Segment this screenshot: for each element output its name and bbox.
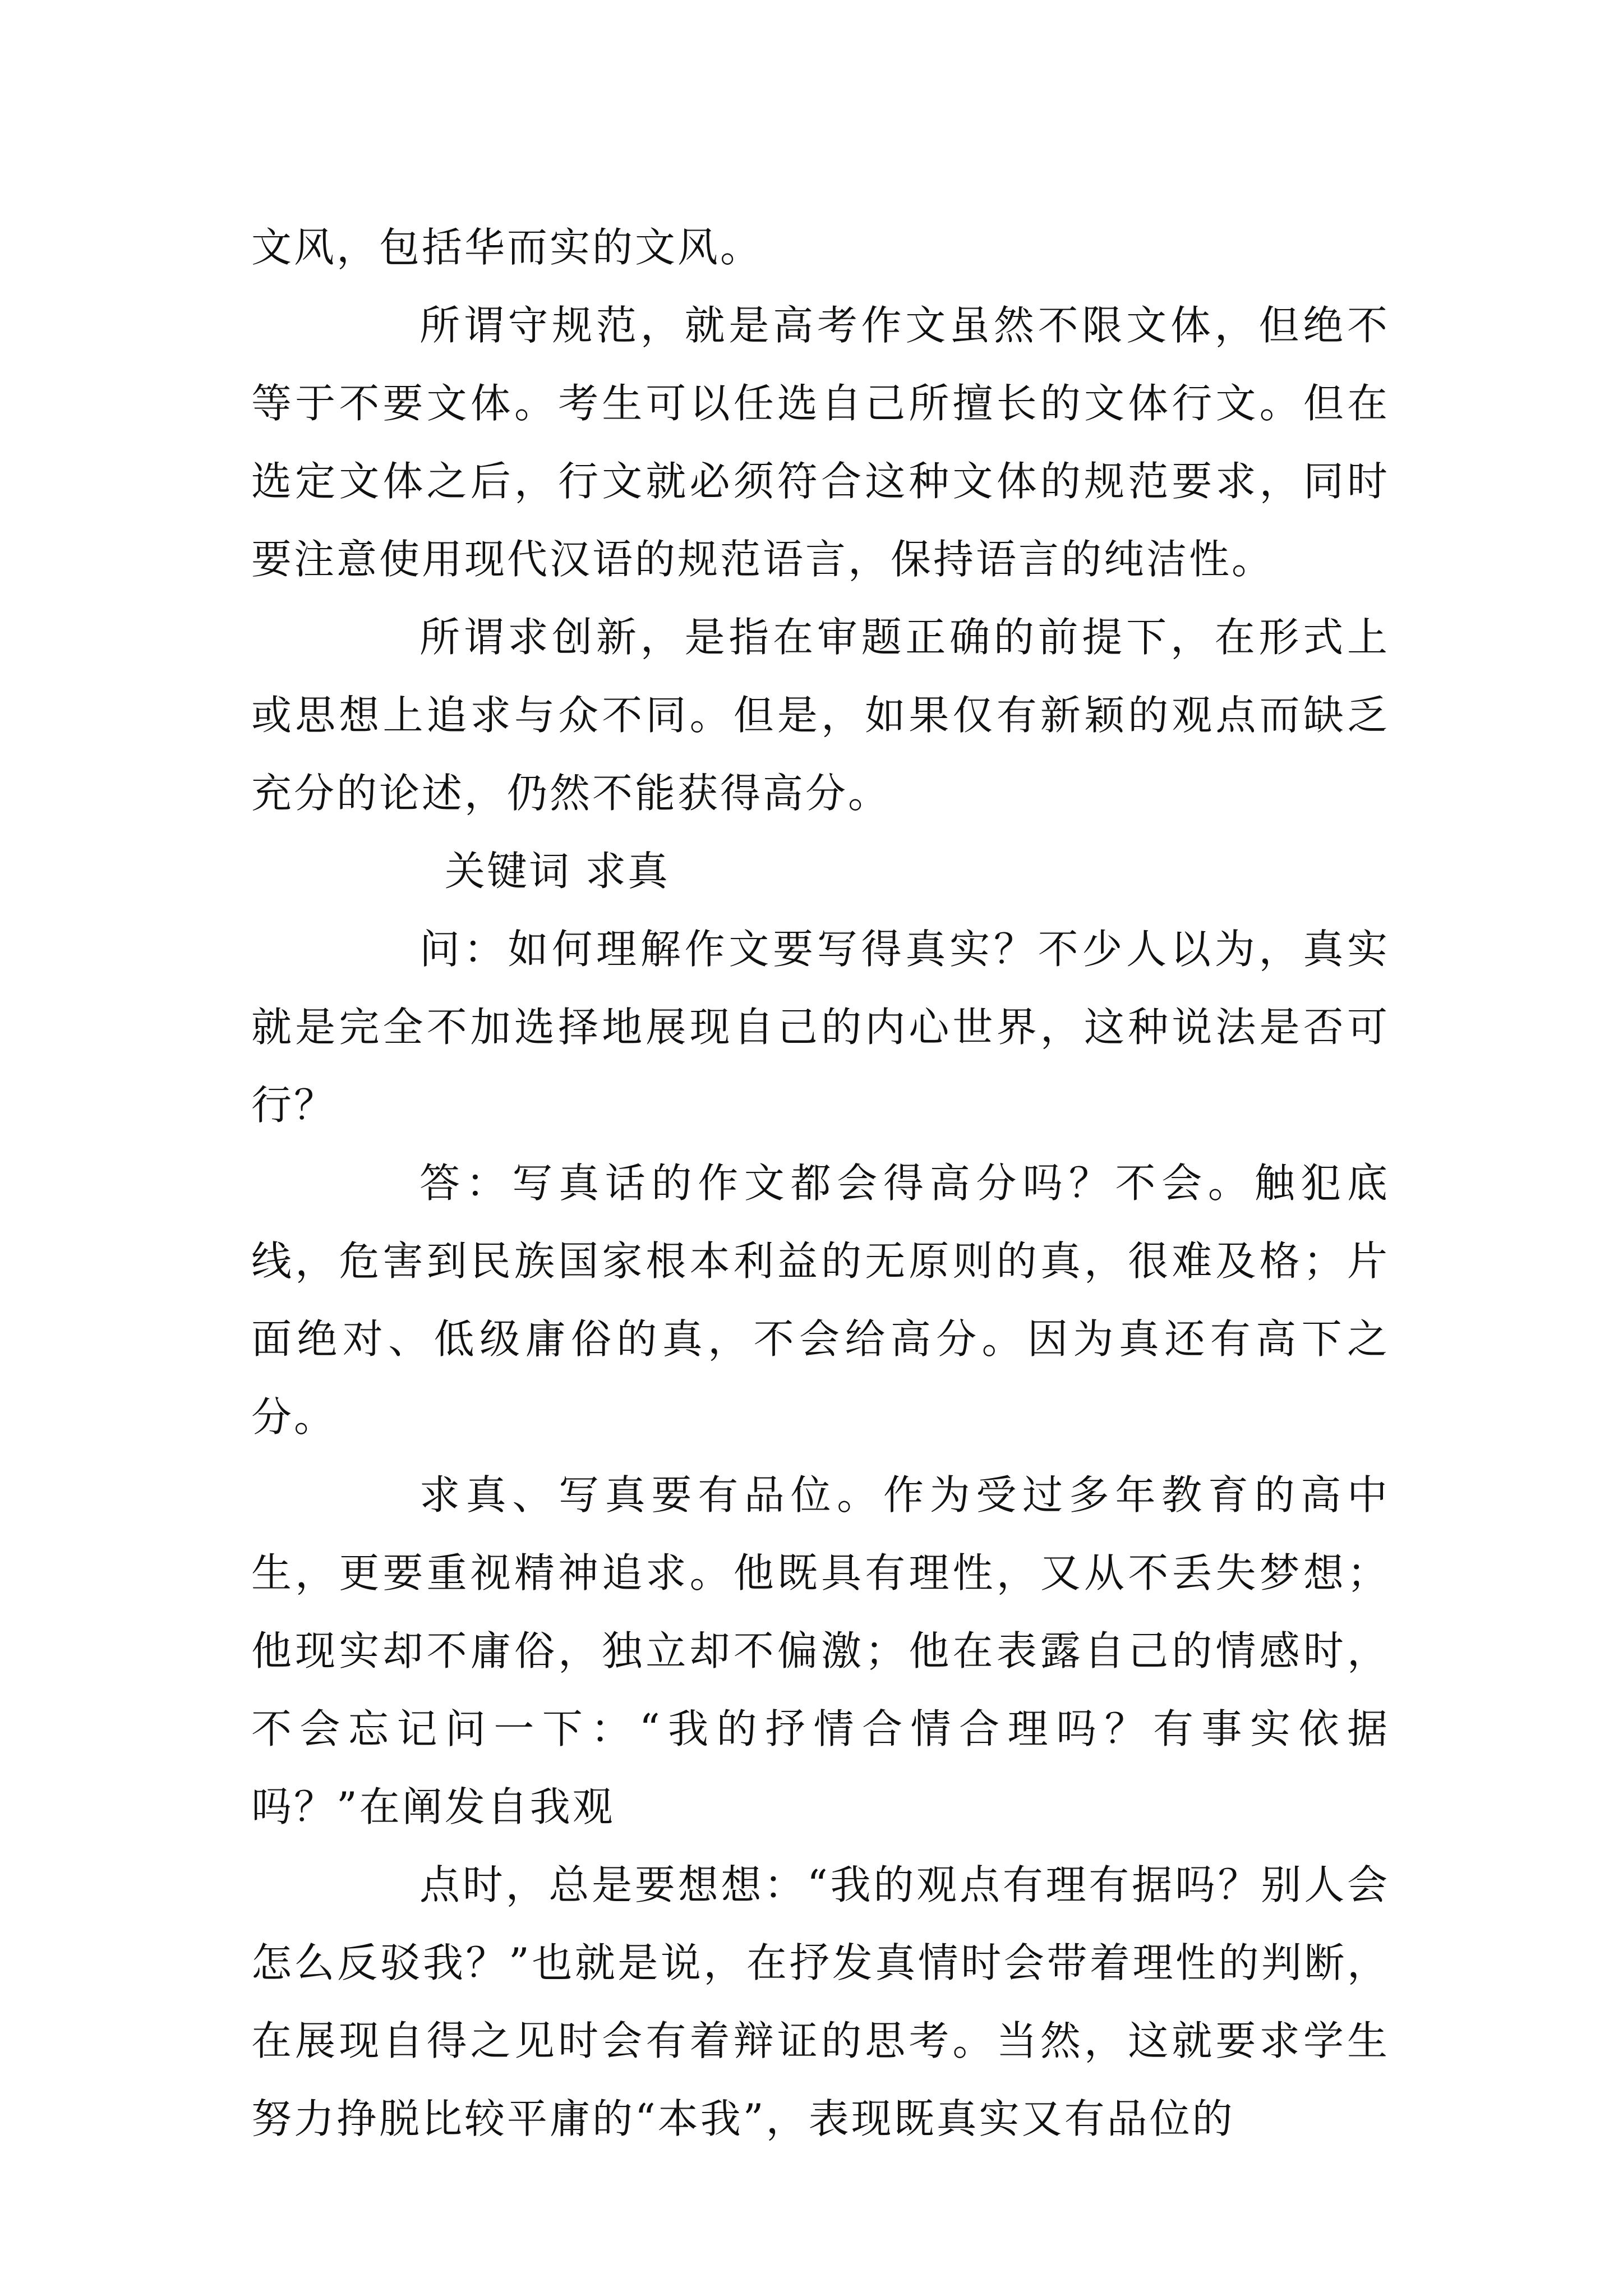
paragraph-7: 求真、写真要有品位。作为受过多年教育的高中生，更要重视精神追求。他既具有理性，又从不丢失梦想；他现实却不庸俗，独立却不偏激；他在表露自己的情感时，不会忘记问一下：“我的抒情合情合理吗？有事实依据吗？”在阐发自我观 bbox=[251, 1471, 1390, 1830]
body-text bbox=[251, 209, 1390, 2158]
paragraph-1: 文风，包括华而实的文风。 bbox=[251, 224, 763, 271]
keyword-heading: 关键词 求真 bbox=[445, 848, 670, 895]
paragraph-3: 所谓求创新，是指在审题正确的前提下，在形式上或思想上追求与众不同。但是，如果仅有新颖的观点而缺乏充分的论述，仍然不能获得高分。 bbox=[251, 614, 1390, 817]
answer-paragraph: 答：写真话的作文都会得高分吗？不会。触犯底线，危害到民族国家根本利益的无原则的真，很难及格；片面绝对、低级庸俗的真，不会给高分。因为真还有高下之分。 bbox=[251, 1159, 1390, 1441]
paragraph-2: 所谓守规范，就是高考作文虽然不限文体，但绝不等于不要文体。考生可以任选自己所擅长的文体行文。但在选定文体之后，行文就必须符合这种文体的规范要求，同时要注意使用现代汉语的规范语言，保持语言的纯洁性。 bbox=[251, 302, 1390, 583]
question-paragraph: 问：如何理解作文要写得真实？不少人以为，真实就是完全不加选择地展现自己的内心世界，这种说法是否可行？ bbox=[251, 926, 1390, 1129]
paragraph-8: 点时，总是要想想：“我的观点有理有据吗？别人会怎么反驳我？”也就是说，在抒发真情时会带着理性的判断，在展现自得之见时会有着辩证的思考。当然，这就要求学生努力挣脱比较平庸的“本我”，表现既真实又有品位的 bbox=[251, 1861, 1390, 2142]
